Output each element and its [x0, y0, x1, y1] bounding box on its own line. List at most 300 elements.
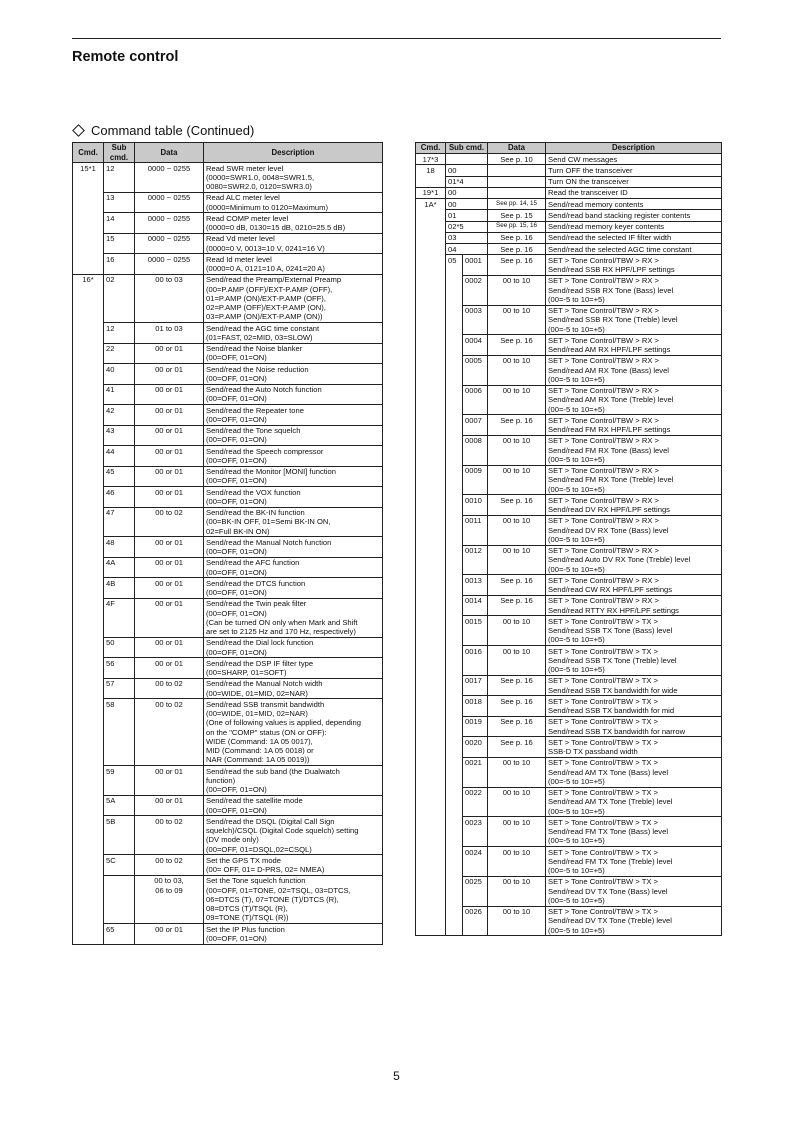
table-row	[73, 233, 383, 254]
cmd-cell	[416, 817, 446, 847]
data-cell: 00 or 01	[135, 766, 204, 796]
sub-cmd-cell: 12	[104, 323, 135, 344]
sub-cmd-cell	[446, 515, 463, 545]
description-cell: SET > Tone Control/TBW > TX > SSB-D TX passband width	[546, 737, 722, 758]
sub-cmd-cell: 14	[104, 213, 135, 234]
cmd-cell	[73, 192, 104, 213]
table-row	[416, 305, 722, 335]
data-cell: 00 to 10	[488, 876, 546, 906]
sub-cmd-cell	[446, 275, 463, 305]
table-row	[416, 906, 722, 936]
sub-sub-cmd-cell: 0013	[463, 575, 488, 596]
description-cell: SET > Tone Control/TBW > RX > Send/read CW RX HPF/LPF settings	[546, 575, 722, 596]
data-cell: 00 to 10	[488, 646, 546, 676]
description-cell: Send/read the AFC function (00=OFF, 01=ON)	[204, 557, 383, 578]
sub-cmd-cell	[446, 787, 463, 817]
sub-cmd-cell: 13	[104, 192, 135, 213]
sub-cmd-cell	[446, 646, 463, 676]
description-cell: SET > Tone Control/TBW > RX > Send/read SSB RX Tone (Treble) level (00=-5 to 10=+5)	[546, 305, 722, 335]
sub-sub-cmd-cell: 0017	[463, 675, 488, 696]
description-cell: SET > Tone Control/TBW > TX > Send/read SSB TX Tone (Bass) level (00=-5 to 10=+5)	[546, 616, 722, 646]
sub-sub-cmd-cell: 0018	[463, 696, 488, 717]
sub-cmd-cell: 40	[104, 364, 135, 385]
cmd-cell	[416, 876, 446, 906]
table-row	[73, 855, 383, 876]
sub-cmd-cell: 48	[104, 537, 135, 558]
cmd-cell	[73, 323, 104, 344]
table-row	[416, 757, 722, 787]
cmd-cell	[416, 355, 446, 385]
data-cell: See p. 16	[488, 495, 546, 516]
cmd-cell	[73, 487, 104, 508]
table-row	[73, 578, 383, 599]
sub-cmd-cell: 15	[104, 233, 135, 254]
cmd-cell	[73, 598, 104, 637]
sub-cmd-cell	[446, 385, 463, 415]
table-row	[416, 737, 722, 758]
sub-sub-cmd-cell: 0001	[463, 255, 488, 276]
table-row	[73, 678, 383, 699]
table-row	[416, 495, 722, 516]
cmd-cell	[416, 646, 446, 676]
sub-cmd-cell: 41	[104, 384, 135, 405]
data-cell: 00 or 01	[135, 405, 204, 426]
sub-sub-cmd-cell: 0004	[463, 335, 488, 356]
cmd-cell	[416, 210, 446, 221]
data-cell: See p. 16	[488, 415, 546, 436]
cmd-cell	[73, 537, 104, 558]
description-cell: SET > Tone Control/TBW > RX > Send/read SSB RX Tone (Bass) level (00=-5 to 10=+5)	[546, 275, 722, 305]
cmd-cell: 17*3	[416, 154, 446, 165]
cmd-cell	[73, 384, 104, 405]
table-row	[416, 355, 722, 385]
data-cell: 00 to 03	[135, 274, 204, 322]
sub-sub-cmd-cell: 0002	[463, 275, 488, 305]
data-cell: 00 to 10	[488, 355, 546, 385]
cmd-cell	[416, 737, 446, 758]
header-description: Description	[546, 143, 722, 154]
cmd-cell	[73, 766, 104, 796]
sub-cmd-cell: 01	[446, 210, 488, 221]
cmd-cell	[416, 335, 446, 356]
cmd-cell	[416, 906, 446, 936]
cmd-cell	[416, 415, 446, 436]
table-row	[416, 876, 722, 906]
cmd-cell	[416, 716, 446, 737]
table-row	[416, 575, 722, 596]
table-row	[73, 637, 383, 658]
sub-cmd-cell: 65	[104, 924, 135, 945]
description-cell: Send/read the DSQL (Digital Call Sign squelch)/CSQL (Digital Code squelch) setting (DV mode only) (00=OFF, 01=DSQL,02=CSQL)	[204, 816, 383, 855]
data-cell: See pp. 14, 15	[488, 199, 546, 210]
data-cell: See p. 16	[488, 675, 546, 696]
cmd-cell	[73, 405, 104, 426]
sub-cmd-cell: 5A	[104, 795, 135, 816]
data-cell: 00 or 01	[135, 924, 204, 945]
sub-cmd-cell	[446, 495, 463, 516]
data-cell: 00 or 01	[135, 557, 204, 578]
table-row	[416, 199, 722, 210]
description-cell: Send/read band stacking register contents	[546, 210, 722, 221]
cmd-cell	[416, 515, 446, 545]
table-row	[416, 696, 722, 717]
table-row	[416, 545, 722, 575]
data-cell: 00 to 10	[488, 465, 546, 495]
header-cmd: Cmd.	[73, 143, 104, 163]
cmd-cell	[73, 658, 104, 679]
sub-cmd-cell	[446, 435, 463, 465]
table-row	[416, 415, 722, 436]
data-cell	[488, 176, 546, 187]
description-cell: SET > Tone Control/TBW > RX > Send/read Auto DV RX Tone (Treble) level (00=-5 to 10=+5)	[546, 545, 722, 575]
sub-cmd-cell	[446, 335, 463, 356]
command-table-left	[72, 142, 383, 945]
data-cell: See p. 16	[488, 232, 546, 243]
description-cell: Send/read the Twin peak filter (00=OFF, 01=ON) (Can be turned ON only when Mark and Shift are set to 2125 Hz and 170 Hz, respectively)	[204, 598, 383, 637]
diamond-icon	[72, 124, 85, 137]
sub-cmd-cell: 4F	[104, 598, 135, 637]
header-sub-cmd: Sub cmd.	[446, 143, 488, 154]
table-row	[73, 658, 383, 679]
description-cell: SET > Tone Control/TBW > RX > Send/read DV RX HPF/LPF settings	[546, 495, 722, 516]
sub-sub-cmd-cell: 0010	[463, 495, 488, 516]
table-row	[416, 385, 722, 415]
description-cell: SET > Tone Control/TBW > RX > Send/read FM RX HPF/LPF settings	[546, 415, 722, 436]
sub-cmd-cell: 56	[104, 658, 135, 679]
section-heading	[72, 123, 254, 138]
table-row	[73, 213, 383, 234]
data-cell: See p. 16	[488, 575, 546, 596]
sub-cmd-cell	[446, 465, 463, 495]
description-cell: SET > Tone Control/TBW > RX > Send/read FM RX Tone (Treble) level (00=-5 to 10=+5)	[546, 465, 722, 495]
sub-cmd-cell	[446, 154, 488, 165]
data-cell: 00 to 10	[488, 515, 546, 545]
sub-sub-cmd-cell: 0024	[463, 847, 488, 877]
description-cell: SET > Tone Control/TBW > TX > Send/read SSB TX bandwidth for wide	[546, 675, 722, 696]
sub-cmd-cell	[446, 675, 463, 696]
table-row	[73, 323, 383, 344]
description-cell: Send/read the AGC time constant (01=FAST, 02=MID, 03=SLOW)	[204, 323, 383, 344]
cmd-cell	[73, 816, 104, 855]
sub-sub-cmd-cell: 0015	[463, 616, 488, 646]
cmd-cell	[73, 875, 104, 923]
description-cell: Send/read the selected IF filter width	[546, 232, 722, 243]
description-cell: Turn OFF the transceiver	[546, 165, 722, 176]
sub-cmd-cell: 00	[446, 187, 488, 198]
table-row	[416, 646, 722, 676]
description-cell: Send/read the selected AGC time constant	[546, 244, 722, 255]
cmd-cell	[416, 244, 446, 255]
data-cell: 0000 ~ 0255	[135, 233, 204, 254]
sub-cmd-cell: 5B	[104, 816, 135, 855]
table-row	[416, 465, 722, 495]
command-table-right	[415, 142, 722, 936]
cmd-cell	[73, 699, 104, 766]
data-cell: 00 to 10	[488, 305, 546, 335]
table-row	[416, 154, 722, 165]
data-cell: 00 or 01	[135, 425, 204, 446]
description-cell: SET > Tone Control/TBW > RX > Send/read DV RX Tone (Bass) level (00=-5 to 10=+5)	[546, 515, 722, 545]
data-cell: 00 or 01	[135, 446, 204, 467]
description-cell: Turn ON the transceiver	[546, 176, 722, 187]
data-cell: 00 to 10	[488, 545, 546, 575]
cmd-cell	[416, 435, 446, 465]
cmd-cell	[416, 545, 446, 575]
cmd-cell	[416, 495, 446, 516]
sub-sub-cmd-cell: 0020	[463, 737, 488, 758]
description-cell: Send/read memory contents	[546, 199, 722, 210]
sub-cmd-cell: 59	[104, 766, 135, 796]
sub-cmd-cell	[446, 737, 463, 758]
sub-cmd-cell: 58	[104, 699, 135, 766]
cmd-cell: 15*1	[73, 163, 104, 193]
data-cell: See p. 16	[488, 696, 546, 717]
table-row	[73, 598, 383, 637]
table-row	[416, 515, 722, 545]
data-cell: 00 to 10	[488, 385, 546, 415]
table-row	[416, 165, 722, 176]
cmd-cell	[73, 637, 104, 658]
data-cell: 00 or 01	[135, 364, 204, 385]
sub-cmd-cell: 16	[104, 254, 135, 275]
data-cell: 00 or 01	[135, 598, 204, 637]
data-cell: 00 to 10	[488, 817, 546, 847]
description-cell: Read Vd meter level (0000=0 V, 0013=10 V, 0241=16 V)	[204, 233, 383, 254]
data-cell: See pp. 15, 16	[488, 221, 546, 232]
data-cell: 00 to 10	[488, 435, 546, 465]
cmd-cell	[73, 578, 104, 599]
table-row	[416, 595, 722, 616]
data-cell: See p. 15	[488, 210, 546, 221]
table-row	[416, 244, 722, 255]
data-cell: See p. 16	[488, 737, 546, 758]
sub-cmd-cell: 57	[104, 678, 135, 699]
cmd-cell: 19*1	[416, 187, 446, 198]
table-row	[73, 816, 383, 855]
description-cell: SET > Tone Control/TBW > RX > Send/read AM RX Tone (Bass) level (00=-5 to 10=+5)	[546, 355, 722, 385]
cmd-cell: 16*	[73, 274, 104, 322]
description-cell: SET > Tone Control/TBW > RX > Send/read AM RX Tone (Treble) level (00=-5 to 10=+5)	[546, 385, 722, 415]
table-row	[73, 446, 383, 467]
cmd-cell	[416, 595, 446, 616]
cmd-cell	[416, 176, 446, 187]
table-row	[73, 487, 383, 508]
table-row	[73, 795, 383, 816]
sub-cmd-cell: 46	[104, 487, 135, 508]
cmd-cell	[73, 446, 104, 467]
description-cell: Send/read the DSP IF filter type (00=SHARP, 01=SOFT)	[204, 658, 383, 679]
sub-sub-cmd-cell: 0005	[463, 355, 488, 385]
top-rule	[72, 38, 721, 39]
description-cell: Read Id meter level (0000=0 A, 0121=10 A, 0241=20 A)	[204, 254, 383, 275]
sub-sub-cmd-cell: 0012	[463, 545, 488, 575]
sub-cmd-cell: 45	[104, 466, 135, 487]
sub-cmd-cell: 01*4	[446, 176, 488, 187]
cmd-cell	[73, 254, 104, 275]
description-cell: SET > Tone Control/TBW > TX > Send/read AM TX Tone (Treble) level (00=-5 to 10=+5)	[546, 787, 722, 817]
sub-cmd-cell	[446, 545, 463, 575]
cmd-cell	[416, 305, 446, 335]
description-cell: SET > Tone Control/TBW > TX > Send/read SSB TX Tone (Treble) level (00=-5 to 10=+5)	[546, 646, 722, 676]
header-cmd: Cmd.	[416, 143, 446, 154]
table-row	[73, 766, 383, 796]
sub-cmd-cell	[446, 616, 463, 646]
sub-cmd-cell: 50	[104, 637, 135, 658]
table-row	[73, 405, 383, 426]
cmd-cell	[73, 507, 104, 537]
cmd-cell	[73, 233, 104, 254]
data-cell: 00 or 01	[135, 343, 204, 364]
description-cell: Send/read the Dial lock function (00=OFF, 01=ON)	[204, 637, 383, 658]
sub-sub-cmd-cell: 0007	[463, 415, 488, 436]
sub-cmd-cell	[446, 906, 463, 936]
sub-sub-cmd-cell: 0006	[463, 385, 488, 415]
description-cell: SET > Tone Control/TBW > TX > Send/read DV TX Tone (Bass) level (00=-5 to 10=+5)	[546, 876, 722, 906]
data-cell: 00 to 10	[488, 757, 546, 787]
sub-sub-cmd-cell: 0023	[463, 817, 488, 847]
sub-cmd-cell	[446, 305, 463, 335]
sub-sub-cmd-cell: 0009	[463, 465, 488, 495]
description-cell: Send/read the Monitor [MONI] function (00=OFF, 01=ON)	[204, 466, 383, 487]
table-row	[416, 335, 722, 356]
table-row	[73, 343, 383, 364]
table-row	[416, 232, 722, 243]
description-cell: Send/read the Noise blanker (00=OFF, 01=ON)	[204, 343, 383, 364]
sub-cmd-cell	[446, 757, 463, 787]
table-row	[73, 425, 383, 446]
sub-sub-cmd-cell: 0026	[463, 906, 488, 936]
description-cell: Send/read the Manual Notch function (00=OFF, 01=ON)	[204, 537, 383, 558]
cmd-cell	[416, 787, 446, 817]
description-cell: SET > Tone Control/TBW > TX > Send/read FM TX Tone (Treble) level (00=-5 to 10=+5)	[546, 847, 722, 877]
table-row	[73, 466, 383, 487]
sub-sub-cmd-cell: 0022	[463, 787, 488, 817]
cmd-cell	[73, 343, 104, 364]
description-cell: Send/read the Repeater tone (00=OFF, 01=ON)	[204, 405, 383, 426]
cmd-cell	[73, 924, 104, 945]
description-cell: Read ALC meter level (0000=Minimum to 0120=Maximum)	[204, 192, 383, 213]
cmd-cell	[73, 364, 104, 385]
sub-cmd-cell	[446, 595, 463, 616]
sub-sub-cmd-cell: 0008	[463, 435, 488, 465]
data-cell	[488, 187, 546, 198]
data-cell: 00 to 02	[135, 855, 204, 876]
data-cell: 01 to 03	[135, 323, 204, 344]
cmd-cell	[416, 675, 446, 696]
sub-cmd-cell: 00	[446, 199, 488, 210]
header-sub-cmd: Sub cmd.	[104, 143, 135, 163]
sub-cmd-cell	[446, 716, 463, 737]
description-cell: Send CW messages	[546, 154, 722, 165]
table-row	[416, 817, 722, 847]
cmd-cell	[416, 221, 446, 232]
sub-cmd-cell	[446, 847, 463, 877]
data-cell	[488, 165, 546, 176]
sub-cmd-cell: 02	[104, 274, 135, 322]
description-cell: SET > Tone Control/TBW > RX > Send/read SSB RX HPF/LPF settings	[546, 255, 722, 276]
cmd-cell	[416, 385, 446, 415]
table-row	[73, 192, 383, 213]
sub-cmd-cell: 43	[104, 425, 135, 446]
sub-cmd-cell	[446, 355, 463, 385]
description-cell: Send/read the Manual Notch width (00=WIDE, 01=MID, 02=NAR)	[204, 678, 383, 699]
table-row	[73, 875, 383, 923]
cmd-cell	[73, 795, 104, 816]
cmd-cell	[416, 616, 446, 646]
data-cell: See p. 10	[488, 154, 546, 165]
description-cell: Send/read the Tone squelch (00=OFF, 01=ON)	[204, 425, 383, 446]
description-cell: SET > Tone Control/TBW > TX > Send/read DV TX Tone (Treble) level (00=-5 to 10=+5)	[546, 906, 722, 936]
page-number: 5	[393, 1069, 400, 1083]
section-heading-text: Command table (Continued)	[91, 123, 255, 138]
data-cell: 00 or 01	[135, 384, 204, 405]
table-row	[73, 699, 383, 766]
data-cell: 00 or 01	[135, 637, 204, 658]
description-cell: Read COMP meter level (0000=0 dB, 0130=15 dB, 0210=25.5 dB)	[204, 213, 383, 234]
sub-cmd-cell: 02*5	[446, 221, 488, 232]
description-cell: Send/read the BK-IN function (00=BK-IN OFF, 01=Semi BK-IN ON, 02=Full BK-IN ON)	[204, 507, 383, 537]
data-cell: 00 to 02	[135, 678, 204, 699]
cmd-cell	[73, 425, 104, 446]
data-cell: 0000 ~ 0255	[135, 254, 204, 275]
table-row	[416, 210, 722, 221]
data-cell: 0000 ~ 0255	[135, 213, 204, 234]
data-cell: 00 or 01	[135, 578, 204, 599]
cmd-cell	[416, 232, 446, 243]
sub-cmd-cell: 5C	[104, 855, 135, 876]
cmd-cell	[73, 213, 104, 234]
table-row	[416, 675, 722, 696]
sub-cmd-cell: 4A	[104, 557, 135, 578]
table-row	[73, 274, 383, 322]
cmd-cell	[416, 575, 446, 596]
data-cell: 00 to 10	[488, 787, 546, 817]
description-cell: Read SWR meter level (0000=SWR1.0, 0048=SWR1.5, 0080=SWR2.0, 0120=SWR3.0)	[204, 163, 383, 193]
sub-sub-cmd-cell: 0016	[463, 646, 488, 676]
sub-cmd-cell: 04	[446, 244, 488, 255]
cmd-cell	[416, 255, 446, 276]
data-cell: 00 or 01	[135, 487, 204, 508]
header-data: Data	[135, 143, 204, 163]
description-cell: Set the GPS TX mode (00= OFF, 01= D-PRS, 02= NMEA)	[204, 855, 383, 876]
data-cell: 00 to 10	[488, 616, 546, 646]
table-row	[73, 537, 383, 558]
description-cell: Send/read the DTCS function (00=OFF, 01=ON)	[204, 578, 383, 599]
table-row	[416, 616, 722, 646]
description-cell: Set the Tone squelch function (00=OFF, 01=TONE, 02=TSQL, 03=DTCS, 06=DTCS (T), 07=TONE (T)/DTCS (R), 08=DTCS (T)/TSQL (R), 09=TONE (T)/TSQL (R))	[204, 875, 383, 923]
sub-sub-cmd-cell: 0025	[463, 876, 488, 906]
sub-sub-cmd-cell: 0019	[463, 716, 488, 737]
cmd-cell	[73, 855, 104, 876]
cmd-cell	[416, 847, 446, 877]
data-cell: 00 to 02	[135, 699, 204, 766]
cmd-cell	[416, 465, 446, 495]
sub-cmd-cell	[446, 696, 463, 717]
table-row	[73, 254, 383, 275]
data-cell: See p. 16	[488, 716, 546, 737]
description-cell: Read the transceiver ID	[546, 187, 722, 198]
sub-cmd-cell	[446, 415, 463, 436]
table-row	[73, 924, 383, 945]
table-row	[416, 275, 722, 305]
data-cell: See p. 16	[488, 244, 546, 255]
sub-cmd-cell: 00	[446, 165, 488, 176]
cmd-cell: 1A*	[416, 199, 446, 210]
sub-cmd-cell	[446, 817, 463, 847]
data-cell: 00 or 01	[135, 537, 204, 558]
sub-cmd-cell: 4B	[104, 578, 135, 599]
data-cell: 00 to 03, 06 to 09	[135, 875, 204, 923]
